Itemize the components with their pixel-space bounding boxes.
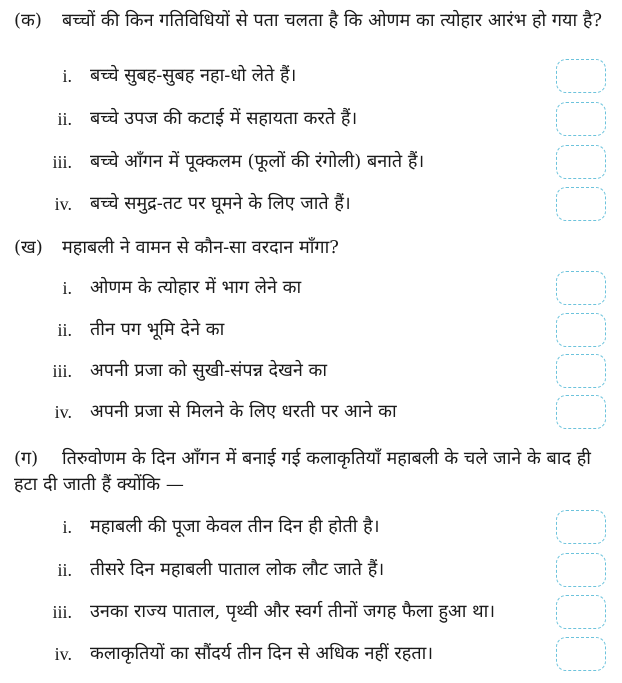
option-row (0, 397, 622, 427)
option-row (0, 61, 622, 91)
answer-checkbox[interactable] (556, 313, 606, 347)
option-numeral: iv. (54, 194, 72, 214)
option-numeral: iv. (54, 644, 72, 664)
option-numeral: iv. (54, 402, 72, 422)
option-numeral: i. (62, 517, 72, 537)
option-text: कलाकृतियों का सौंदर्य तीन दिन से अधिक नहीं रहता। (90, 643, 434, 664)
answer-checkbox[interactable] (556, 395, 606, 429)
option-text: बच्चे समुद्र-तट पर घूमने के लिए जाते हैं। (90, 193, 351, 214)
option-text: अपनी प्रजा से मिलने के लिए धरती पर आने का (90, 401, 397, 422)
option-row (0, 639, 622, 669)
option-row (0, 273, 622, 303)
question-label: (क) (14, 10, 42, 31)
question-ka (14, 8, 614, 34)
answer-checkbox[interactable] (556, 595, 606, 629)
option-text: ओणम के त्योहार में भाग लेने का (90, 277, 302, 298)
option-text: बच्चे आँगन में पूक्कलम (फूलों की रंगोली) बनाते हैं। (90, 151, 425, 172)
option-row (0, 147, 622, 177)
option-text: बच्चे सुबह-सुबह नहा-धो लेते हैं। (90, 65, 297, 86)
answer-checkbox[interactable] (556, 102, 606, 136)
option-row (0, 315, 622, 345)
answer-checkbox[interactable] (556, 59, 606, 93)
option-row (0, 555, 622, 585)
option-numeral: i. (62, 66, 72, 86)
option-row (0, 597, 622, 627)
option-row (0, 189, 622, 219)
answer-checkbox[interactable] (556, 354, 606, 388)
option-text: अपनी प्रजा को सुखी-संपन्न देखने का (90, 360, 328, 381)
option-text: तीसरे दिन महाबली पाताल लोक लौट जाते हैं। (90, 559, 385, 580)
question-text: बच्चों की किन गतिविधियों से पता चलता है कि ओणम का त्योहार आरंभ हो गया है? (62, 10, 603, 31)
option-numeral: i. (62, 278, 72, 298)
option-numeral: ii. (57, 320, 72, 340)
option-text: उनका राज्य पाताल, पृथ्वी और स्वर्ग तीनों जगह फैला हुआ था। (90, 601, 496, 622)
question-label: (ग) (14, 448, 39, 469)
option-row (0, 104, 622, 134)
option-numeral: iii. (52, 602, 72, 622)
option-row (0, 512, 622, 542)
option-row (0, 356, 622, 386)
question-ga (14, 446, 614, 498)
option-numeral: iii. (52, 361, 72, 381)
answer-checkbox[interactable] (556, 637, 606, 671)
question-text: महाबली ने वामन से कौन-सा वरदान माँगा? (62, 237, 339, 258)
answer-checkbox[interactable] (556, 553, 606, 587)
question-label: (ख) (14, 237, 43, 258)
option-numeral: iii. (52, 152, 72, 172)
answer-checkbox[interactable] (556, 271, 606, 305)
option-numeral: ii. (57, 560, 72, 580)
question-text: तिरुवोणम के दिन आँगन में बनाई गई कलाकृतियाँ महाबली के चले जाने के बाद ही हटा दी जाती हैं क्योंकि — (14, 448, 591, 495)
option-text: महाबली की पूजा केवल तीन दिन ही होती है। (90, 516, 380, 537)
answer-checkbox[interactable] (556, 187, 606, 221)
answer-checkbox[interactable] (556, 145, 606, 179)
answer-checkbox[interactable] (556, 510, 606, 544)
question-kha (14, 235, 614, 261)
option-text: तीन पग भूमि देने का (90, 319, 225, 340)
option-text: बच्चे उपज की कटाई में सहायता करते हैं। (90, 108, 358, 129)
option-numeral: ii. (57, 109, 72, 129)
